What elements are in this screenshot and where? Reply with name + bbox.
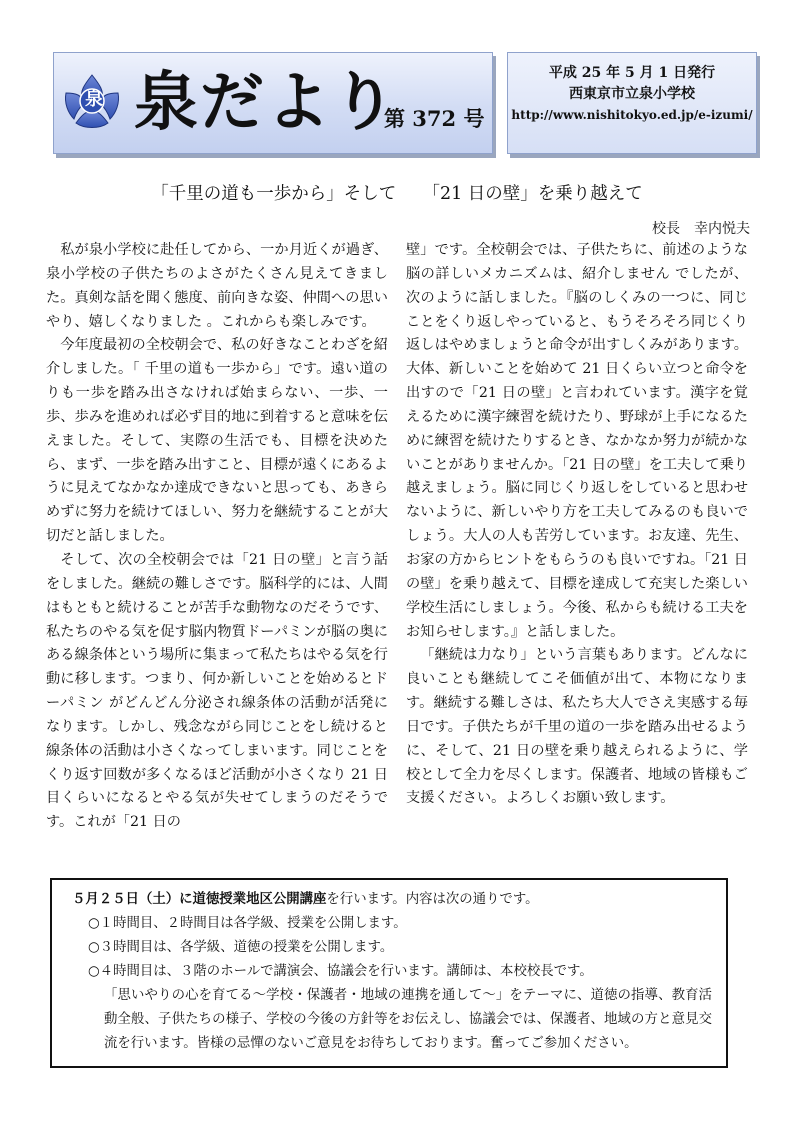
article-author: 校長 幸内悦夫 xyxy=(652,221,750,237)
notice-lead xyxy=(72,887,712,912)
article-headline: 「千里の道も一歩から」そして 「21 日の壁」を乗り越えて xyxy=(151,184,643,204)
notice-lead-text: を行います。内容は次の通りです。 xyxy=(326,892,539,907)
article-paragraph: 今年度最初の全校朝会で、私の好きなことわざを紹介しました。「 千里の道も一歩から」です。遠い道のりも一歩を踏み出さなければ始まらない、一歩、一歩、歩みを進めれば必ず目的地に到着すると意味を伝えました。そして、実際の生活でも、目標を決めたら、まず、一歩を踏み出すこと、目標が遠くにあるように見えてなかなか達成できないと思っても、あきらめずに努力を続けてほしい、努力を継続することが大切だと話しました。 xyxy=(46,337,388,545)
notice-item: ○４時間目は、３階のホールで講演会、協議会を行います。講師は、本校校長です。 xyxy=(88,964,593,979)
open-class-notice-box xyxy=(50,878,728,1068)
emblem-character: 泉 xyxy=(85,89,103,110)
article-paragraph: そして、次の全校朝会では「21 日の壁」と言う話をしました。継続の難しさです。脳科学的には、人間はもともと続けることが苦手な動物なのだそうです、私たちのやる気を促す脳内物質ドーパミンが脳の奥にある線条体という場所に集まって私たちはやる気を行動に移します。つまり、何か新しいことを始めるとドーパミン がどんどん分泌され線条体の活動が活発になります。しかし、残念ながら同じことをし続けると線条体の活動は小さくなってしまいます。同じことをくり返す回数が多くなるほど活動が小さくなり 21 日目くらいになるとやる気が失せてしまうのだそうです。これが「21 日の xyxy=(46,551,388,831)
article-paragraph: 私が泉小学校に赴任してから、一か月近くが過ぎ、泉小学校の子供たちのよさがたくさん見えてきました。真剣な話を聞く態度、前向きな姿、仲間への思いやり、嬉しくなりました 。これからも楽しみです。 xyxy=(46,242,388,330)
newsletter-title: 泉だより xyxy=(134,65,398,140)
issue-number: 第 372 号 xyxy=(384,106,485,131)
article-paragraph-continued: 壁」です。全校朝会では、子供たちに、前述のような脳の詳しいメカニズムは、紹介しません でしたが、次のように話しました。『脳のしくみの一つに、同じことをくり返しやっていると、もうそろそろ同じくり返しはやめましょうと命令が出すしくみがあります。大体、新しいことを始めて 21 日くらい立つと命令を出すので「21 日の壁」と言われています。漢字を覚えるために漢字練習を続けたり、野球が上手になるために練習を続けたりするとき、なかなか努力が続かないことがありませんか。「21 日の壁」を工夫して乗り越えましょう。脳に同じくり返しをしていると思わせないように、新しいやり方を工夫してみるのも良いでしょう。大人の人も苦労しています。お友達、先生、お家の方からヒントをもらうのも良いですね。「21 日の壁」を乗り越えて、目標を達成して充実した楽しい学校生活にしましょう。今後、私からも続ける工夫をお知らせします。』と話しました。 xyxy=(406,242,748,640)
notice-detail: 「思いやりの心を育てる～学校・保護者・地域の連携を通して～」をテーマに、道徳の指導、教育活動全般、子供たちの様子、学校の今後の方針等をお伝えし、協議会では、保護者、地域の方と意見交流を行います。皆様の忌憚のないご意見をお待ちしております。奮ってご参加ください。 xyxy=(104,988,712,1051)
school-name: 西東京市立泉小学校 xyxy=(569,86,695,102)
article-paragraph: 「継続は力なり」という言葉もあります。どんなに良いことも継続してこそ価値が出て、本物になります。継続する難しさは、私たち大人でさえ実感する毎日です。子供たちが千里の道の一歩を踏み出せるように、そして、21 日の壁を乗り越えられるように、学校として全力を尽くします。保護者、地域の皆様もご支援ください。よろしくお願い致します。 xyxy=(406,647,748,807)
notice-item: ○３時間目は、各学級、道徳の授業を公開します。 xyxy=(88,940,394,955)
school-emblem-icon xyxy=(62,71,122,133)
school-url: http://www.nishitokyo.ed.jp/e-izumi/ xyxy=(511,108,753,122)
publication-info-box xyxy=(507,52,757,154)
notice-lead-date: ５月２５日（土）に道徳授業地区公開講座 xyxy=(72,891,327,907)
masthead-title-box xyxy=(53,52,493,154)
article-column-right xyxy=(406,239,748,811)
issue-date: 平成 25 年 5 月 1 日発行 xyxy=(548,65,716,81)
notice-item: ○１時間目、２時間目は各学級、授業を公開します。 xyxy=(88,916,407,931)
article-column-left xyxy=(46,239,388,835)
